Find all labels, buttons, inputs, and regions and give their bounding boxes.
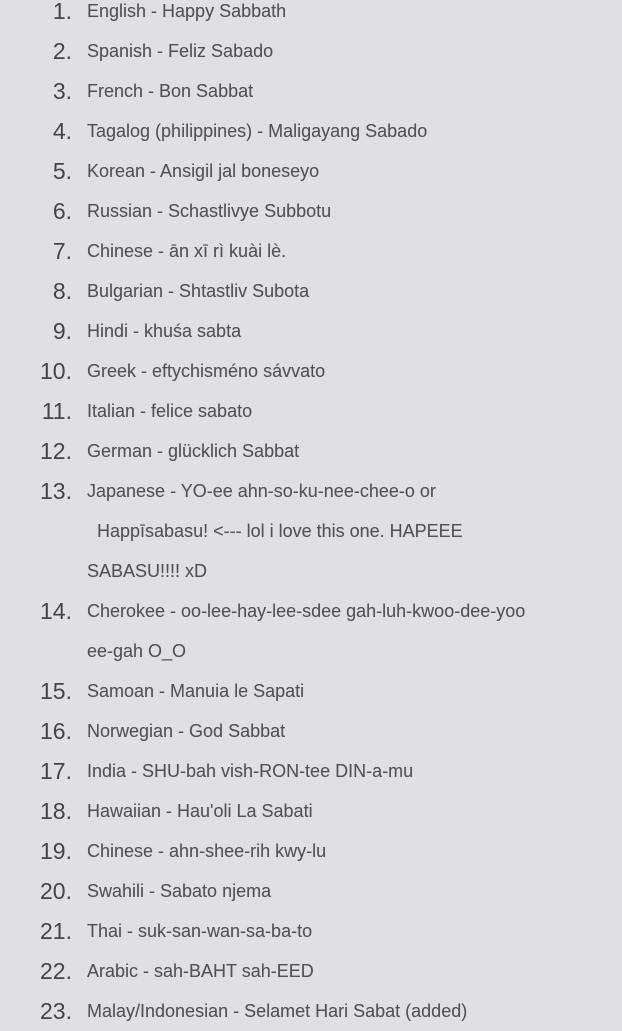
item-number: 15. xyxy=(40,678,72,704)
item-number: 13. xyxy=(40,478,72,504)
item-text-line: ee-gah O_O xyxy=(87,641,187,661)
item-text: Chinese - ān xī rì kuài lè. xyxy=(87,241,287,261)
list-item xyxy=(0,0,622,31)
item-text: India - SHU-bah vish-RON-tee DIN-a-mu xyxy=(87,761,414,781)
list-item xyxy=(0,751,622,791)
item-number: 8. xyxy=(52,278,72,304)
item-number: 10. xyxy=(40,358,72,384)
item-number: 21. xyxy=(40,918,72,944)
item-text xyxy=(87,591,587,671)
item-number: 22. xyxy=(40,958,72,984)
list-item xyxy=(0,711,622,751)
item-number: 4. xyxy=(52,118,72,144)
list-item xyxy=(0,351,622,391)
item-text-line: Happīsabasu! <--- lol i love this one. HAPEEE xyxy=(97,521,463,541)
list-item xyxy=(0,471,622,591)
item-text: Spanish - Feliz Sabado xyxy=(87,41,274,61)
item-number: 19. xyxy=(40,838,72,864)
item-text-line: Japanese - YO-ee ahn-so-ku-nee-chee-o or xyxy=(87,481,436,501)
list-item xyxy=(0,991,622,1031)
item-number: 3. xyxy=(52,78,72,104)
list-item xyxy=(0,431,622,471)
item-text-line: Cherokee - oo-lee-hay-lee-sdee gah-luh-kwoo-dee-yoo xyxy=(87,601,526,621)
list-item xyxy=(0,951,622,991)
item-text: Chinese - ahn-shee-rih kwy-lu xyxy=(87,841,327,861)
list-item xyxy=(0,151,622,191)
item-number: 18. xyxy=(40,798,72,824)
list-item xyxy=(0,871,622,911)
list-item xyxy=(0,271,622,311)
item-number: 23. xyxy=(40,998,72,1024)
item-text: Hindi - khuśa sabta xyxy=(87,321,242,341)
item-text: German - glücklich Sabbat xyxy=(87,441,300,461)
item-text: Tagalog (philippines) - Maligayang Sabado xyxy=(87,121,428,141)
list-item xyxy=(0,591,622,671)
item-text: Samoan - Manuia le Sapati xyxy=(87,681,305,701)
item-number: 16. xyxy=(40,718,72,744)
list-item xyxy=(0,191,622,231)
list-item xyxy=(0,111,622,151)
item-text-line: SABASU!!!! xD xyxy=(87,561,208,581)
item-text: Swahili - Sabato njema xyxy=(87,881,272,901)
list-item xyxy=(0,831,622,871)
item-number: 6. xyxy=(52,198,72,224)
list-item xyxy=(0,231,622,271)
item-number: 5. xyxy=(52,158,72,184)
item-number: 11. xyxy=(41,398,72,424)
item-text: Malay/Indonesian - Selamet Hari Sabat (added) xyxy=(87,1001,468,1021)
item-number: 17. xyxy=(40,758,72,784)
item-number: 1. xyxy=(52,0,72,24)
item-text: Thai - suk-san-wan-sa-ba-to xyxy=(87,921,313,941)
item-text: Arabic - sah-BAHT sah-EED xyxy=(87,961,314,981)
item-text: Norwegian - God Sabbat xyxy=(87,721,286,741)
list-item xyxy=(0,31,622,71)
item-text: French - Bon Sabbat xyxy=(87,81,254,101)
list-item xyxy=(0,671,622,711)
list-item xyxy=(0,791,622,831)
item-text: Greek - eftychisméno sávvato xyxy=(87,361,326,381)
item-text xyxy=(87,471,587,591)
item-number: 12. xyxy=(40,438,72,464)
item-text: Italian - felice sabato xyxy=(87,401,253,421)
item-number: 9. xyxy=(52,318,72,344)
list-item xyxy=(0,71,622,111)
item-number: 20. xyxy=(40,878,72,904)
item-number: 14. xyxy=(40,598,72,624)
item-number: 2. xyxy=(52,38,72,64)
item-text: Hawaiian - Hau'oli La Sabati xyxy=(87,801,313,821)
item-text: English - Happy Sabbath xyxy=(87,1,287,21)
item-text: Russian - Schastlivye Subbotu xyxy=(87,201,332,221)
list-item xyxy=(0,391,622,431)
item-text: Korean - Ansigil jal boneseyo xyxy=(87,161,320,181)
item-text: Bulgarian - Shtastliv Subota xyxy=(87,281,310,301)
item-number: 7. xyxy=(52,238,72,264)
list-item xyxy=(0,311,622,351)
list-item xyxy=(0,911,622,951)
